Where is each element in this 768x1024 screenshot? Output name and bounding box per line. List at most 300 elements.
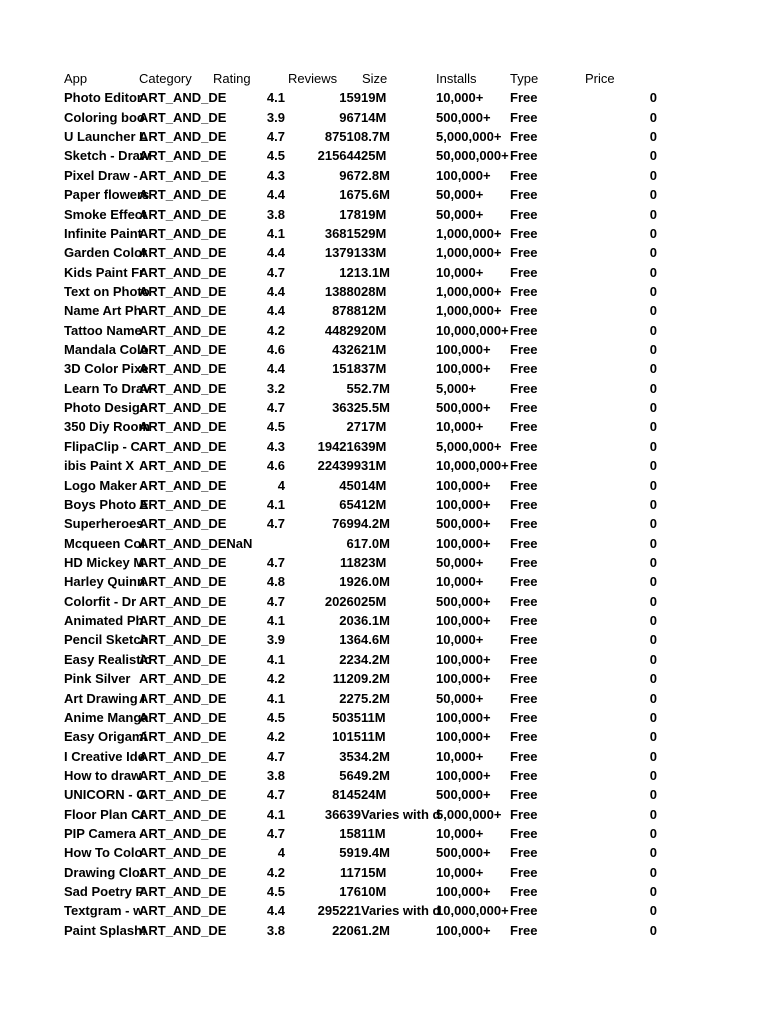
cell-rating: 4.5 bbox=[266, 709, 285, 725]
table-row bbox=[0, 805, 768, 824]
cell-price: 0 bbox=[649, 129, 657, 145]
cell-app: 350 Diy Room bbox=[64, 419, 150, 435]
cell-size: 14M bbox=[361, 109, 387, 125]
cell-type: Free bbox=[510, 477, 538, 493]
cell-type: Free bbox=[510, 767, 538, 783]
cell-type: Free bbox=[510, 361, 538, 377]
cell-size: 20M bbox=[361, 322, 387, 338]
cell-type: Free bbox=[510, 438, 538, 454]
cell-reviews: 192 bbox=[339, 574, 361, 590]
cell-reviews: 13880 bbox=[324, 283, 361, 299]
cell-type: Free bbox=[510, 380, 538, 396]
cell-installs: 10,000,000+ bbox=[436, 322, 509, 338]
cell-rating: 4.6 bbox=[266, 458, 285, 474]
cell-size: 10M bbox=[361, 884, 387, 900]
cell-category: ART_AND_DE bbox=[139, 864, 227, 880]
cell-rating: 4.1 bbox=[266, 496, 285, 512]
cell-size: 39M bbox=[361, 438, 387, 454]
cell-rating: 4.7 bbox=[266, 129, 285, 145]
cell-reviews: 20260 bbox=[324, 593, 361, 609]
table-row bbox=[0, 108, 768, 127]
cell-size: 29M bbox=[361, 225, 387, 241]
cell-type: Free bbox=[510, 129, 538, 145]
cell-category: ART_AND_DE bbox=[139, 554, 227, 570]
cell-type: Free bbox=[510, 806, 538, 822]
cell-reviews: 136 bbox=[339, 632, 361, 648]
cell-installs: 100,000+ bbox=[436, 729, 491, 745]
cell-category: ART_AND_DE bbox=[139, 613, 227, 629]
cell-price: 0 bbox=[649, 651, 657, 667]
cell-size: 25M bbox=[361, 593, 387, 609]
cell-rating: 3.8 bbox=[266, 767, 285, 783]
cell-price: 0 bbox=[649, 458, 657, 474]
cell-type: Free bbox=[510, 651, 538, 667]
cell-type: Free bbox=[510, 516, 538, 532]
table-row bbox=[0, 301, 768, 320]
cell-reviews: 967 bbox=[339, 109, 361, 125]
cell-rating: 3.9 bbox=[266, 632, 285, 648]
table-row bbox=[0, 747, 768, 766]
header-row bbox=[0, 69, 768, 88]
cell-price: 0 bbox=[649, 671, 657, 687]
cell-installs: 10,000,000+ bbox=[436, 903, 509, 919]
cell-app: Mandala Colo bbox=[64, 342, 149, 358]
cell-app: Pink Silver bbox=[64, 671, 131, 687]
cell-installs: 100,000+ bbox=[436, 613, 491, 629]
cell-price: 0 bbox=[649, 322, 657, 338]
cell-price: 0 bbox=[649, 400, 657, 416]
cell-rating: 4.7 bbox=[266, 593, 285, 609]
table-row bbox=[0, 476, 768, 495]
cell-installs: 500,000+ bbox=[436, 109, 491, 125]
cell-size: 14M bbox=[361, 477, 387, 493]
cell-category: ART_AND_DE bbox=[139, 496, 227, 512]
cell-size: 2.8M bbox=[361, 167, 390, 183]
cell-price: 0 bbox=[649, 148, 657, 164]
cell-category: ART_AND_DE bbox=[139, 458, 227, 474]
cell-app: Photo Design bbox=[64, 400, 148, 416]
cell-size: 15M bbox=[361, 864, 387, 880]
table-row bbox=[0, 417, 768, 436]
table-row bbox=[0, 166, 768, 185]
cell-type: Free bbox=[510, 922, 538, 938]
cell-rating: 4.7 bbox=[266, 554, 285, 570]
table-row bbox=[0, 727, 768, 746]
table-row bbox=[0, 456, 768, 475]
cell-rating: 4.1 bbox=[266, 651, 285, 667]
cell-rating: 4.4 bbox=[266, 245, 285, 261]
cell-size: 4.6M bbox=[361, 632, 390, 648]
cell-size: 11M bbox=[361, 826, 386, 842]
spreadsheet-table bbox=[0, 69, 768, 940]
cell-app: Easy Origami bbox=[64, 729, 148, 745]
cell-reviews: 176 bbox=[339, 884, 361, 900]
cell-price: 0 bbox=[649, 438, 657, 454]
cell-price: 0 bbox=[649, 632, 657, 648]
cell-reviews: 8788 bbox=[332, 303, 361, 319]
cell-rating: 4.5 bbox=[266, 419, 285, 435]
cell-app: Pixel Draw - bbox=[64, 167, 138, 183]
cell-type: Free bbox=[510, 632, 538, 648]
cell-reviews: 224399 bbox=[317, 458, 361, 474]
cell-price: 0 bbox=[649, 264, 657, 280]
cell-size: 5.5M bbox=[361, 400, 390, 416]
cell-price: 0 bbox=[649, 884, 657, 900]
table-row bbox=[0, 514, 768, 533]
cell-reviews: 158 bbox=[339, 826, 361, 842]
cell-reviews: 4326 bbox=[332, 342, 361, 358]
cell-size: 25M bbox=[361, 148, 387, 164]
cell-price: 0 bbox=[649, 361, 657, 377]
cell-category: ART_AND_DE bbox=[139, 148, 227, 164]
cell-size: 33M bbox=[361, 245, 387, 261]
cell-category: ART_AND_DE bbox=[139, 264, 227, 280]
cell-reviews: 44829 bbox=[324, 322, 361, 338]
cell-installs: 5,000,000+ bbox=[436, 438, 502, 454]
cell-app: Easy Realistic bbox=[64, 651, 152, 667]
table-row bbox=[0, 882, 768, 901]
cell-app: PIP Camera - bbox=[64, 826, 144, 842]
cell-reviews: 36639 bbox=[324, 806, 361, 822]
cell-category: ART_AND_DE bbox=[139, 400, 227, 416]
cell-category: ART_AND_DE bbox=[139, 90, 227, 106]
cell-installs: 5,000,000+ bbox=[436, 129, 502, 145]
cell-rating: 4.1 bbox=[266, 690, 285, 706]
cell-size: 4.2M bbox=[361, 651, 390, 667]
cell-app: Name Art Ph bbox=[64, 303, 142, 319]
cell-app: UNICORN - C bbox=[64, 787, 146, 803]
table-row bbox=[0, 863, 768, 882]
cell-installs: 100,000+ bbox=[436, 477, 491, 493]
cell-type: Free bbox=[510, 613, 538, 629]
cell-price: 0 bbox=[649, 729, 657, 745]
cell-type: Free bbox=[510, 342, 538, 358]
cell-reviews: 55 bbox=[346, 380, 361, 396]
table-row bbox=[0, 921, 768, 940]
cell-rating: 3.8 bbox=[266, 206, 285, 222]
cell-category: ART_AND_DE bbox=[139, 419, 227, 435]
cell-reviews: 159 bbox=[339, 90, 361, 106]
cell-app: HD Mickey M bbox=[64, 554, 145, 570]
cell-installs: 100,000+ bbox=[436, 167, 491, 183]
cell-category: ART_AND_DE bbox=[139, 342, 227, 358]
cell-price: 0 bbox=[649, 748, 657, 764]
cell-app: Textgram - w bbox=[64, 903, 144, 919]
cell-app: Mcqueen Col bbox=[64, 535, 145, 551]
cell-size: 6.1M bbox=[361, 613, 390, 629]
cell-installs: 100,000+ bbox=[436, 361, 491, 377]
cell-type: Free bbox=[510, 148, 538, 164]
cell-price: 0 bbox=[649, 303, 657, 319]
table-body bbox=[0, 88, 768, 940]
cell-rating: 4.7 bbox=[266, 400, 285, 416]
table-row bbox=[0, 534, 768, 553]
table-row bbox=[0, 379, 768, 398]
cell-rating: 4.5 bbox=[266, 884, 285, 900]
cell-installs: 100,000+ bbox=[436, 342, 491, 358]
table-row bbox=[0, 359, 768, 378]
cell-category: ART_AND_DE bbox=[139, 593, 227, 609]
table-row bbox=[0, 553, 768, 572]
cell-reviews: 223 bbox=[339, 651, 361, 667]
cell-reviews: 215644 bbox=[317, 148, 361, 164]
table-row bbox=[0, 321, 768, 340]
cell-category: ART_AND_DE bbox=[139, 245, 227, 261]
cell-app: Infinite Paint bbox=[64, 225, 142, 241]
cell-type: Free bbox=[510, 167, 538, 183]
cell-price: 0 bbox=[649, 806, 657, 822]
cell-size: 9.2M bbox=[361, 767, 390, 783]
cell-rating: 4.7 bbox=[266, 516, 285, 532]
cell-size: 31M bbox=[361, 458, 387, 474]
cell-rating: 4.2 bbox=[266, 322, 285, 338]
cell-price: 0 bbox=[649, 593, 657, 609]
cell-rating: 4.4 bbox=[266, 903, 285, 919]
cell-category: ART_AND_DE bbox=[139, 884, 227, 900]
cell-installs: 10,000+ bbox=[436, 574, 484, 590]
cell-rating: 3.2 bbox=[266, 380, 285, 396]
cell-price: 0 bbox=[649, 826, 657, 842]
cell-rating: 4.1 bbox=[266, 806, 285, 822]
cell-price: 0 bbox=[649, 903, 657, 919]
cell-installs: 10,000+ bbox=[436, 90, 484, 106]
cell-app: Photo Editor bbox=[64, 90, 142, 106]
cell-type: Free bbox=[510, 729, 538, 745]
cell-rating: 4.8 bbox=[266, 574, 285, 590]
cell-rating: 4.2 bbox=[266, 864, 285, 880]
cell-reviews: 87510 bbox=[324, 129, 361, 145]
cell-size: 12M bbox=[361, 496, 387, 512]
cell-reviews: 295221 bbox=[317, 903, 361, 919]
cell-installs: 100,000+ bbox=[436, 922, 491, 938]
cell-category: ART_AND_DE bbox=[139, 709, 227, 725]
cell-category: ART_AND_DE bbox=[139, 109, 227, 125]
cell-installs: 100,000+ bbox=[436, 651, 491, 667]
cell-installs: 1,000,000+ bbox=[436, 225, 502, 241]
cell-category: ART_AND_DE bbox=[139, 690, 227, 706]
cell-type: Free bbox=[510, 845, 538, 861]
cell-category: ART_AND_DE bbox=[139, 826, 227, 842]
cell-installs: 1,000,000+ bbox=[436, 303, 502, 319]
cell-app: Kids Paint Fr bbox=[64, 264, 145, 280]
cell-app: How To Colo bbox=[64, 845, 143, 861]
cell-price: 0 bbox=[649, 283, 657, 299]
cell-price: 0 bbox=[649, 187, 657, 203]
cell-category: ART_AND_DE bbox=[139, 380, 227, 396]
cell-size: 11M bbox=[361, 709, 386, 725]
cell-reviews: 2206 bbox=[332, 922, 361, 938]
cell-price: 0 bbox=[649, 613, 657, 629]
header-category: Category bbox=[139, 71, 192, 86]
header-rating: Rating bbox=[213, 71, 251, 86]
cell-reviews: 167 bbox=[339, 187, 361, 203]
cell-type: Free bbox=[510, 826, 538, 842]
cell-rating: 4.1 bbox=[266, 225, 285, 241]
cell-type: Free bbox=[510, 109, 538, 125]
header-price: Price bbox=[585, 71, 615, 86]
cell-price: 0 bbox=[649, 167, 657, 183]
cell-size: 2.7M bbox=[361, 380, 390, 396]
cell-app: Tattoo Name bbox=[64, 322, 142, 338]
cell-category: ART_AND_DE bbox=[139, 477, 227, 493]
cell-rating: 4.7 bbox=[266, 748, 285, 764]
cell-price: 0 bbox=[649, 535, 657, 551]
cell-installs: 50,000+ bbox=[436, 187, 484, 203]
cell-reviews: 118 bbox=[340, 554, 361, 570]
cell-price: 0 bbox=[649, 419, 657, 435]
cell-type: Free bbox=[510, 554, 538, 570]
cell-category: ART_AND_DE bbox=[139, 225, 227, 241]
cell-app: Sketch - Draw bbox=[64, 148, 150, 164]
cell-rating: 4.4 bbox=[266, 283, 285, 299]
cell-rating: 4.4 bbox=[266, 361, 285, 377]
cell-category: ART_AND_DE bbox=[139, 283, 227, 299]
table-row bbox=[0, 824, 768, 843]
table-row bbox=[0, 224, 768, 243]
table-row bbox=[0, 650, 768, 669]
cell-app: Pencil Sketch bbox=[64, 632, 149, 648]
cell-rating: 4.4 bbox=[266, 187, 285, 203]
cell-app: 3D Color Pixe bbox=[64, 361, 149, 377]
cell-type: Free bbox=[510, 245, 538, 261]
header-type: Type bbox=[510, 71, 539, 86]
table-row bbox=[0, 243, 768, 262]
cell-price: 0 bbox=[649, 477, 657, 493]
cell-size: 9.4M bbox=[361, 845, 390, 861]
cell-price: 0 bbox=[649, 90, 657, 106]
cell-rating: 4.3 bbox=[266, 438, 285, 454]
cell-installs: 50,000,000+ bbox=[436, 148, 509, 164]
cell-size: 19M bbox=[361, 90, 387, 106]
cell-type: Free bbox=[510, 264, 538, 280]
cell-reviews: 564 bbox=[339, 767, 361, 783]
cell-size: 6.0M bbox=[361, 574, 390, 590]
cell-app: Harley Quinn bbox=[64, 574, 145, 590]
cell-type: Free bbox=[510, 303, 538, 319]
cell-category: ART_AND_DE bbox=[139, 129, 227, 145]
cell-type: Free bbox=[510, 671, 538, 687]
cell-app: Drawing Clot bbox=[64, 864, 145, 880]
table-row bbox=[0, 766, 768, 785]
cell-app: Coloring boo bbox=[64, 109, 145, 125]
cell-rating: 4.3 bbox=[266, 167, 285, 183]
cell-rating: 3.8 bbox=[266, 922, 285, 938]
cell-app: Boys Photo E bbox=[64, 496, 149, 512]
cell-app: Sad Poetry P bbox=[64, 884, 145, 900]
cell-size: 23M bbox=[361, 554, 387, 570]
cell-installs: 10,000,000+ bbox=[436, 458, 509, 474]
cell-price: 0 bbox=[649, 845, 657, 861]
cell-app: Colorfit - Dr bbox=[64, 593, 137, 609]
header-reviews: Reviews bbox=[288, 71, 338, 86]
cell-price: 0 bbox=[649, 225, 657, 241]
cell-installs: 500,000+ bbox=[436, 400, 491, 416]
cell-price: 0 bbox=[649, 496, 657, 512]
cell-type: Free bbox=[510, 748, 538, 764]
cell-installs: 500,000+ bbox=[436, 516, 491, 532]
cell-app: ibis Paint X bbox=[64, 458, 135, 474]
cell-reviews: 194216 bbox=[317, 438, 361, 454]
table-row bbox=[0, 708, 768, 727]
table-row bbox=[0, 901, 768, 920]
cell-rating: 4.5 bbox=[266, 148, 285, 164]
cell-price: 0 bbox=[649, 864, 657, 880]
cell-reviews: 1518 bbox=[332, 361, 361, 377]
cell-type: Free bbox=[510, 496, 538, 512]
cell-installs: 1,000,000+ bbox=[436, 283, 502, 299]
cell-size: 4.2M bbox=[361, 748, 390, 764]
cell-reviews: 61 bbox=[346, 535, 361, 551]
cell-type: Free bbox=[510, 574, 538, 590]
table-row bbox=[0, 495, 768, 514]
cell-price: 0 bbox=[649, 516, 657, 532]
cell-size: 21M bbox=[361, 342, 387, 358]
cell-installs: 100,000+ bbox=[436, 496, 491, 512]
cell-installs: 5,000,000+ bbox=[436, 806, 502, 822]
cell-category: ART_AND_DE bbox=[139, 206, 227, 222]
cell-size: 5.2M bbox=[361, 690, 390, 706]
cell-price: 0 bbox=[649, 709, 657, 725]
cell-reviews: 8145 bbox=[332, 787, 361, 803]
cell-rating: 4.2 bbox=[266, 671, 285, 687]
cell-category: ART_AND_DE bbox=[139, 806, 227, 822]
cell-rating: 4.6 bbox=[266, 342, 285, 358]
cell-rating: 4.2 bbox=[266, 729, 285, 745]
cell-category: ART_AND_DE bbox=[139, 729, 227, 745]
table-row bbox=[0, 437, 768, 456]
table-row bbox=[0, 185, 768, 204]
cell-installs: 50,000+ bbox=[436, 690, 484, 706]
cell-type: Free bbox=[510, 535, 538, 551]
cell-type: Free bbox=[510, 690, 538, 706]
cell-size: 3.1M bbox=[361, 264, 390, 280]
cell-app: Smoke Effect bbox=[64, 206, 147, 222]
cell-size: Varies with d bbox=[361, 806, 441, 822]
cell-installs: 100,000+ bbox=[436, 709, 491, 725]
cell-reviews: 353 bbox=[339, 748, 361, 764]
table-row bbox=[0, 340, 768, 359]
cell-category: ART_AND_DE bbox=[139, 361, 227, 377]
table-row bbox=[0, 630, 768, 649]
cell-price: 0 bbox=[649, 109, 657, 125]
cell-reviews: 654 bbox=[339, 496, 361, 512]
cell-rating: 3.9 bbox=[266, 109, 285, 125]
header-size: Size bbox=[362, 71, 388, 86]
cell-installs: 100,000+ bbox=[436, 884, 491, 900]
cell-type: Free bbox=[510, 283, 538, 299]
cell-app: Learn To Drav bbox=[64, 380, 151, 396]
cell-reviews: 36815 bbox=[324, 225, 361, 241]
cell-price: 0 bbox=[649, 767, 657, 783]
cell-app: Text on Photo bbox=[64, 283, 150, 299]
cell-size: Varies with d bbox=[361, 903, 441, 919]
cell-price: 0 bbox=[649, 245, 657, 261]
cell-app: FlipaClip - C bbox=[64, 438, 140, 454]
cell-installs: 10,000+ bbox=[436, 748, 484, 764]
cell-reviews: 227 bbox=[339, 690, 361, 706]
table-row bbox=[0, 689, 768, 708]
cell-type: Free bbox=[510, 787, 538, 803]
cell-installs: 10,000+ bbox=[436, 632, 484, 648]
cell-app: How to draw bbox=[64, 767, 142, 783]
cell-price: 0 bbox=[649, 554, 657, 570]
cell-installs: 100,000+ bbox=[436, 535, 491, 551]
table-row bbox=[0, 282, 768, 301]
cell-reviews: 117 bbox=[340, 864, 361, 880]
cell-reviews: 203 bbox=[339, 613, 361, 629]
table-row bbox=[0, 785, 768, 804]
header-app: App bbox=[64, 71, 88, 86]
